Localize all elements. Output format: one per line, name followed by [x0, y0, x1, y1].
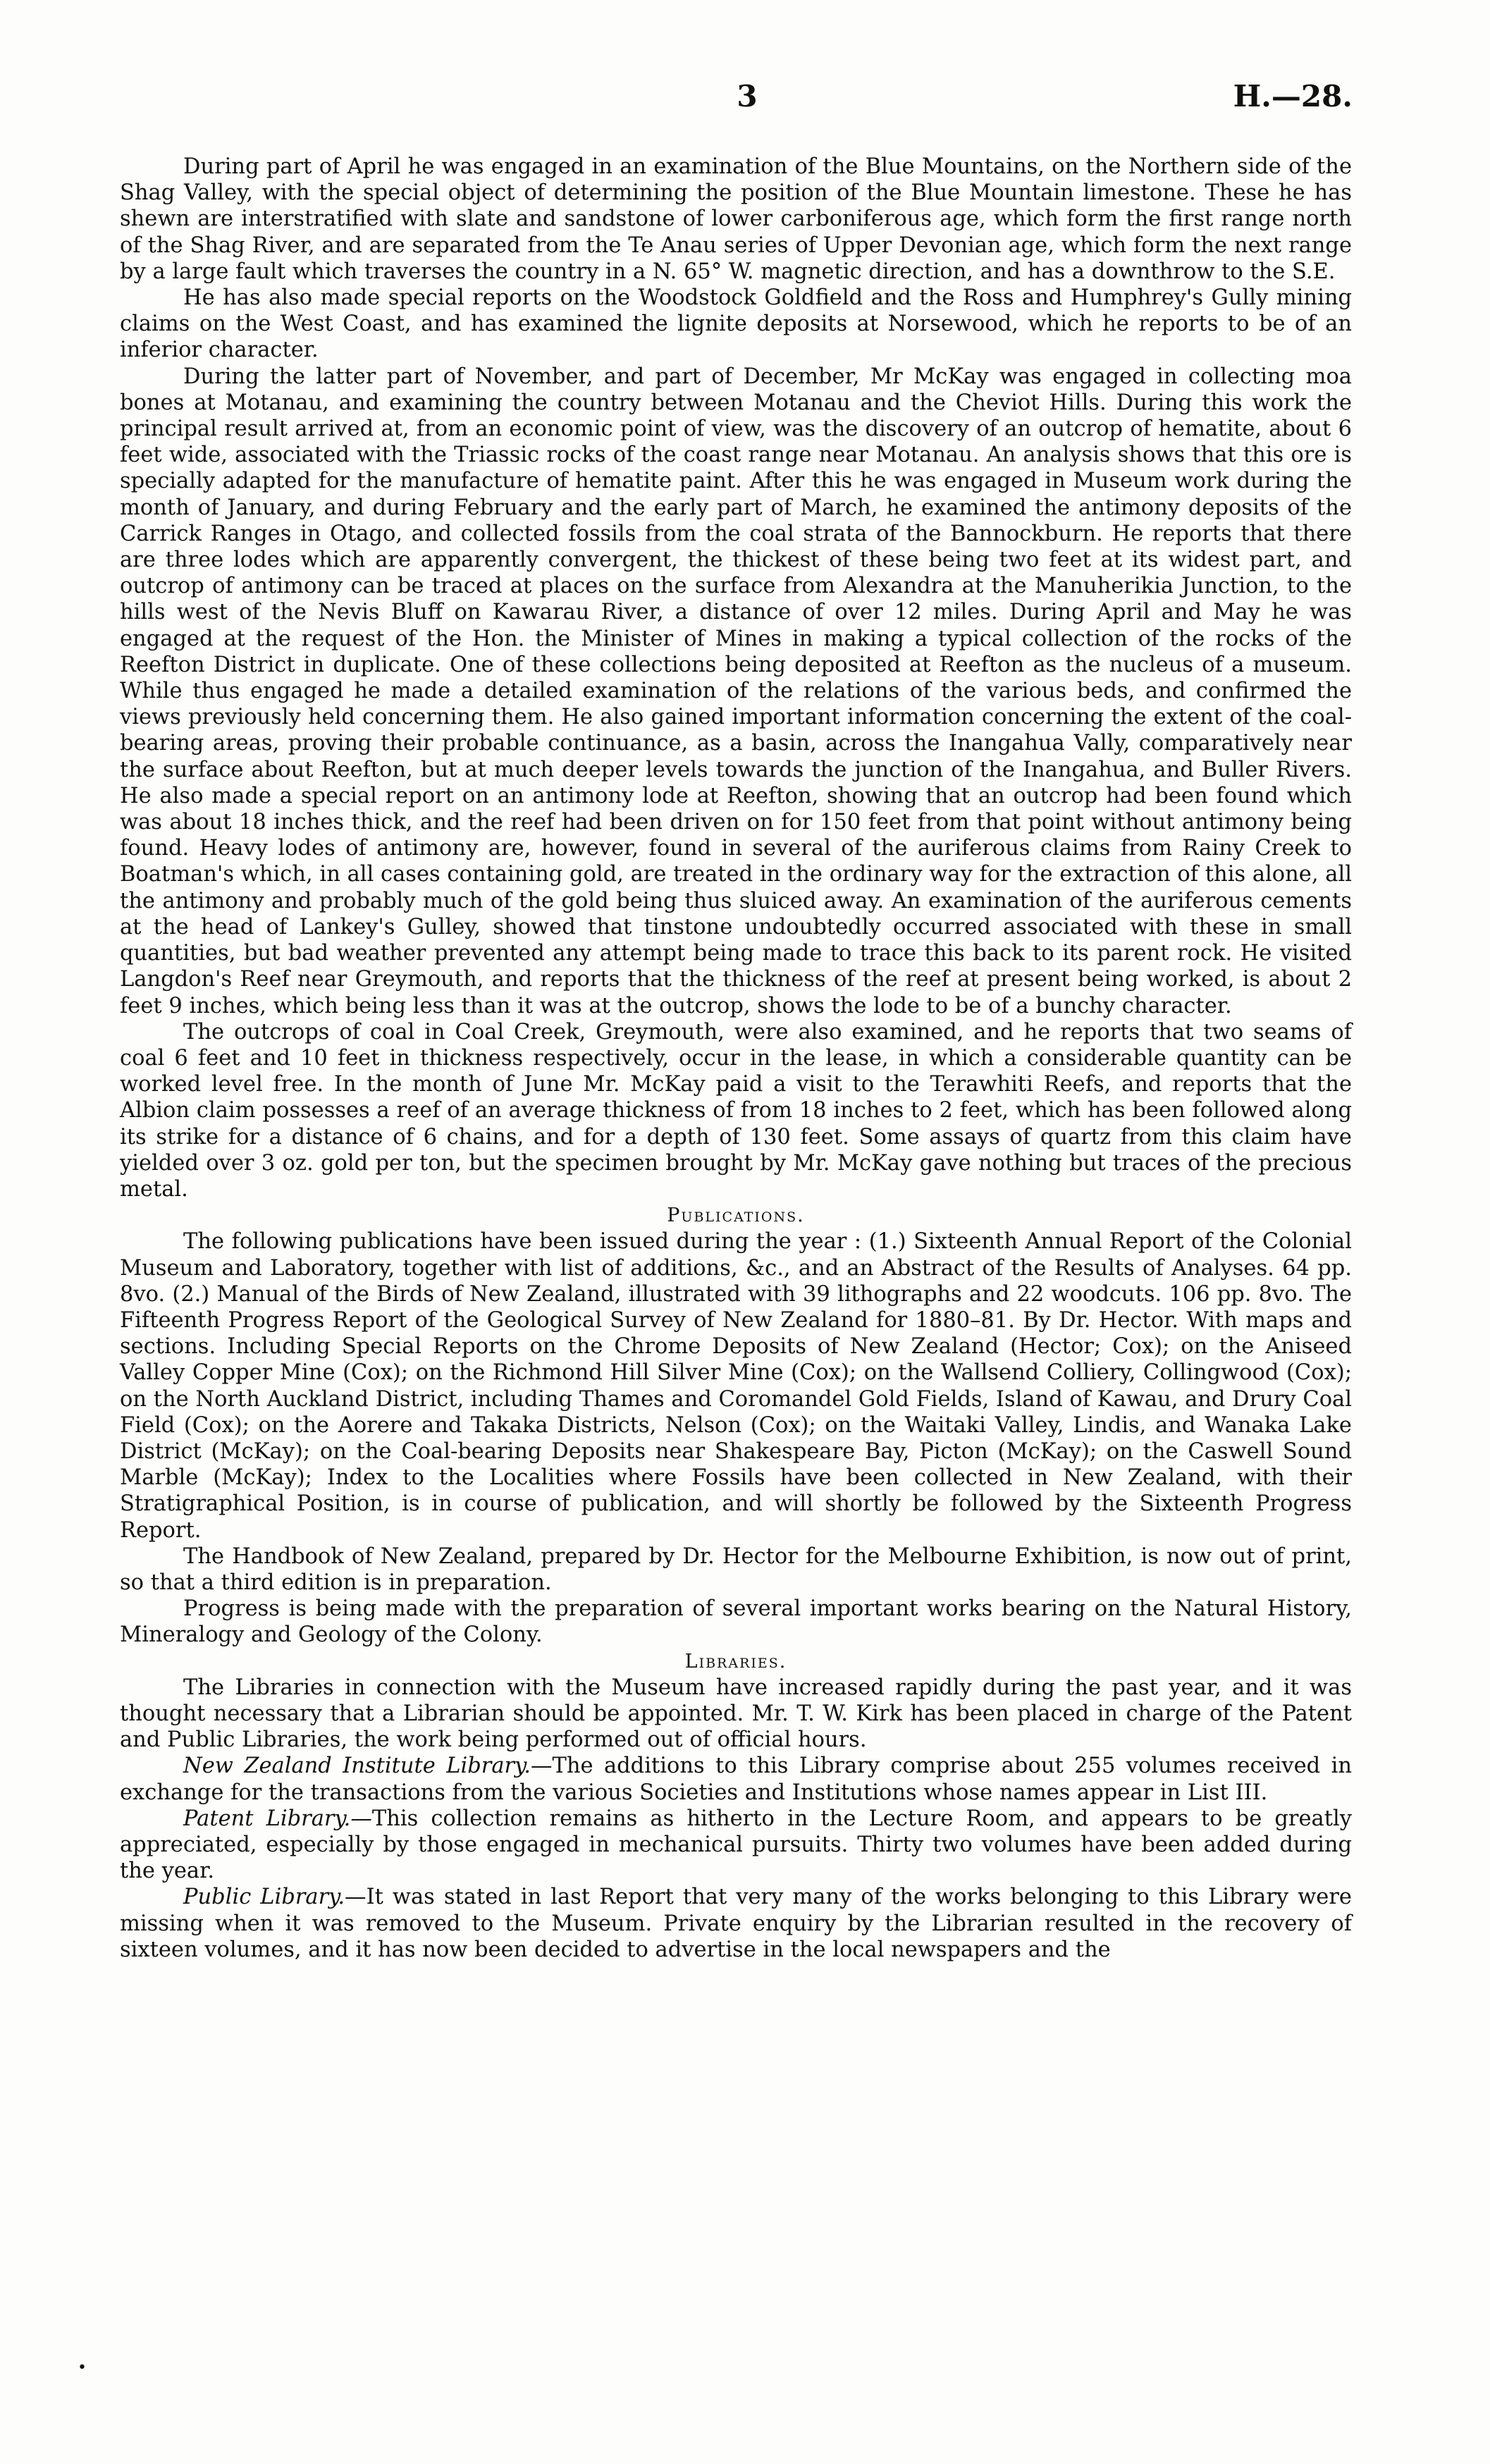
paragraph-libraries-intro: The Libraries in connection with the Museum have increased rapidly during the past year, and it was thought necessary that a Librarian should be appointed. Mr. T. W. Kirk has been placed in charge of the Patent and Public Libraries, the work being performed out of official hours.	[120, 1675, 1352, 1753]
paragraph-patent-library	[120, 1806, 1352, 1885]
paragraph-mckay-work: During the latter part of November, and part of December, Mr McKay was engaged in collecting moa bones at Motanau, and examining the country between Motanau and the Cheviot Hills. During this work the principal result arrived at, from an economic point of view, was the discovery of an outcrop of hematite, about 6 feet wide, associated with the Triassic rocks of the coast range near Motanau. An analysis shows that this ore is specially adapted for the manufacture of hematite paint. After this he was engaged in Museum work during the month of January, and during February and the early part of March, he examined the antimony deposits of the Carrick Ranges in Otago, and collected fossils from the coal strata of the Bannockburn. He reports that there are three lodes which are apparently convergent, the thickest of these being two feet at its widest part, and outcrop of antimony can be traced at places on the surface from Alexandra at the Manuherikia Junction, to the hills west of the Nevis Bluff on Kawarau River, a distance of over 12 miles. During April and May he was engaged at the request of the Hon. the Minister of Mines in making a typical collection of the rocks of the Reefton District in duplicate. One of these collections being deposited at Reefton as the nucleus of a museum. While thus engaged he made a detailed examination of the relations of the various beds, and confirmed the views previously held concerning them. He also gained important information concerning the extent of the coal-bearing areas, proving their probable continuance, as a basin, across the Inangahua Vally, comparatively near the surface about Reefton, but at much deeper levels towards the junction of the Inangahua, and Buller Rivers. He also made a special report on an antimony lode at Reefton, showing that an outcrop had been found which was about 18 inches thick, and the reef had been driven on for 150 feet from that point without antimony being found. Heavy lodes of antimony are, however, found in several of the auriferous claims from Rainy Creek to Boatman's which, in all cases containing gold, are treated in the ordinary way for the extraction of this alone, all the antimony and probably much of the gold being thus sluiced away. An examination of the auriferous cements at the head of Lankey's Gulley, showed that tinstone undoubtedly occurred associated with these in small quantities, but bad weather prevented any attempt being made to trace this back to its parent rock. He visited Langdon's Reef near Greymouth, and reports that the thickness of the reef at present being worked, is about 2 feet 9 inches, which being less than it was at the outcrop, shows the lode to be of a bunchy character.	[120, 364, 1352, 1018]
library-text: The additions to this Library comprise about 255 volumes received in exchange for the transactions from the various Societies and Institutions whose names appear in List III.	[120, 1754, 1353, 1805]
margin-bullet-mark: •	[78, 2359, 87, 2377]
paragraph-progress: Progress is being made with the preparation of several important works bearing on the Natural History, Mineralogy and Geology of the Colony.	[120, 1596, 1352, 1648]
page-number: 3	[737, 79, 758, 113]
paragraph-special-reports: He has also made special reports on the Woodstock Goldfield and the Ross and Humphrey's Gully mining claims on the West Coast, and has examined the lignite deposits at Norsewood, which he reports to be of an inferior character.	[120, 285, 1352, 363]
library-name: New Zealand Institute Library.—	[183, 1754, 553, 1779]
report-body	[120, 154, 1352, 1963]
paragraph-nz-institute-library	[120, 1753, 1352, 1805]
paragraph-coal-creek: The outcrops of coal in Coal Creek, Greymouth, were also examined, and he reports that two seams of coal 6 feet and 10 feet in thickness respectively, occur in the lease, in which a considerable quantity can be worked level free. In the month of June Mr. McKay paid a visit to the Terawhiti Reefs, and reports that the Albion claim possesses a reef of an average thickness of from 18 inches to 2 feet, which has been followed along its strike for a distance of 6 chains, and for a depth of 130 feet. Some assays of quartz from this claim have yielded over 3 oz. gold per ton, but the specimen brought by Mr. McKay gave nothing but traces of the precious metal.	[120, 1019, 1352, 1202]
library-name: Public Library.—	[183, 1885, 367, 1910]
section-heading-publications: Publications.	[667, 1205, 805, 1227]
library-name: Patent Library.—	[183, 1806, 372, 1831]
paragraph-handbook: The Handbook of New Zealand, prepared by Dr. Hector for the Melbourne Exhibition, is now out of print, so that a third edition is in preparation.	[120, 1544, 1352, 1595]
section-heading-libraries: Libraries.	[684, 1650, 787, 1673]
paragraph-blue-mountains: During part of April he was engaged in an examination of the Blue Mountains, on the Northern side of the Shag Valley, with the special object of determining the position of the Blue Mountain limestone. These he has shewn are interstratified with slate and sandstone of lower carboniferous age, which form the first range north of the Shag River, and are separated from the Te Anau series of Upper Devonian age, which form the next range by a large fault which traverses the country in a N. 65° W. magnetic direction, and has a downthrow to the S.E.	[120, 154, 1352, 284]
paragraph-public-library	[120, 1884, 1352, 1963]
library-text: It was stated in last Report that very many of the works belonging to this Library were missing when it was removed to the Museum. Private enquiry by the Librarian resulted in the recovery of sixteen volumes, and it has now been decided to advertise in the local newspapers and the	[120, 1885, 1352, 1962]
paragraph-publications-list: The following publications have been issued during the year : (1.) Sixteenth Annual Report of the Colonial Museum and Laboratory, together with list of additions, &c., and an Abstract of the Results of Analyses. 64 pp. 8vo. (2.) Manual of the Birds of New Zealand, illustrated with 39 lithographs and 22 woodcuts. 106 pp. 8vo. The Fifteenth Progress Report of the Geological Survey of New Zealand for 1880–81. By Dr. Hector. With maps and sections. Including Special Reports on the Chrome Deposits of New Zealand (Hector; Cox); on the Aniseed Valley Copper Mine (Cox); on the Richmond Hill Silver Mine (Cox); on the Wallsend Colliery, Collingwood (Cox); on the North Auckland District, including Thames and Coromandel Gold Fields, Island of Kawau, and Drury Coal Field (Cox); on the Aorere and Takaka Districts, Nelson (Cox); on the Waitaki Valley, Lindis, and Wanaka Lake District (McKay); on the Coal-bearing Deposits near Shakespeare Bay, Picton (McKay); on the Caswell Sound Marble (McKay); Index to the Localities where Fossils have been collected in New Zealand, with their Stratigraphical Position, is in course of publication, and will shortly be followed by the Sixteenth Progress Report.	[120, 1229, 1352, 1543]
library-text: This collection remains as hitherto in the Lecture Room, and appears to be greatly appreciated, especially by those engaged in mechanical pursuits. Thirty two volumes have been added during the year.	[120, 1806, 1352, 1884]
document-reference: H.—28.	[1233, 79, 1353, 113]
